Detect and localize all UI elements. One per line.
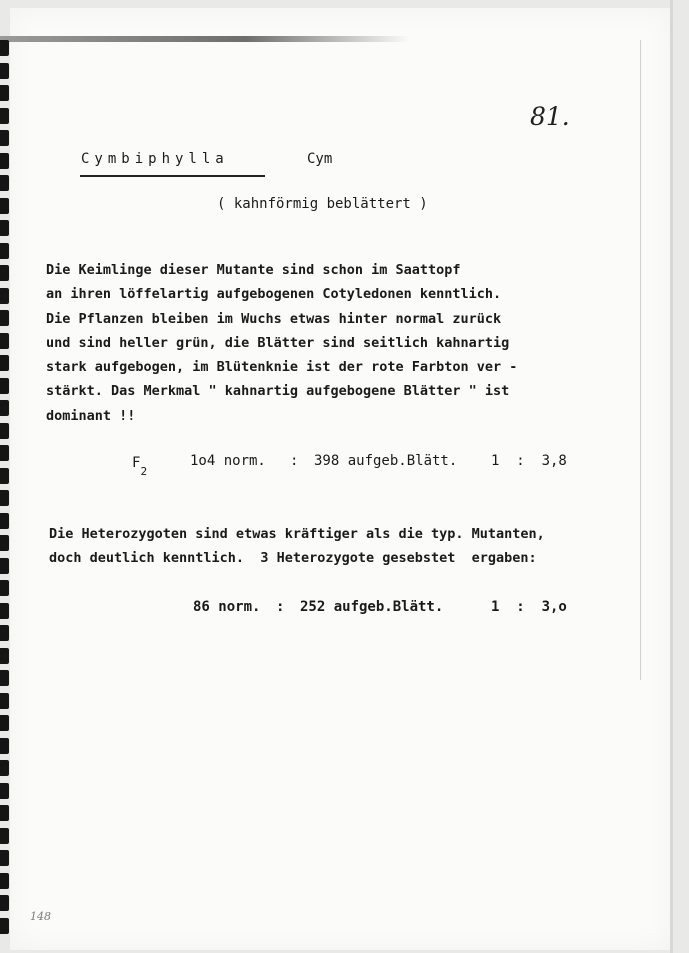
- paragraph-line: Die Keimlinge dieser Mutante sind schon im Saattopf: [46, 262, 461, 278]
- f2-normal-count: 1o4 norm.: [190, 453, 266, 469]
- document-page: [10, 8, 672, 950]
- binder-hole: [0, 895, 9, 911]
- binder-hole: [0, 783, 9, 799]
- heterozygote-paragraph: [49, 522, 629, 570]
- f2-separator: :: [290, 453, 299, 469]
- binder-hole: [0, 513, 9, 529]
- binder-hole: [0, 288, 9, 304]
- subtitle: ( kahnförmig beblättert ): [217, 196, 428, 212]
- title-underline: [80, 175, 265, 177]
- binder-hole: [0, 670, 9, 686]
- paragraph-line: stark aufgebogen, im Blütenknie ist der rote Farbton ver -: [46, 359, 518, 376]
- f2-generation-label: [132, 455, 148, 478]
- binder-hole: [0, 378, 9, 394]
- description-paragraph: [46, 258, 606, 428]
- page-title: Cymbiphylla: [81, 151, 229, 167]
- paragraph-line: stärkt. Das Merkmal " kahnartig aufgebogene Blätter " ist: [46, 383, 510, 400]
- paragraph-line: doch deutlich kenntlich. 3 Heterozygote gesebstet ergaben:: [49, 550, 537, 566]
- page-edge: [670, 0, 673, 953]
- binder-hole: [0, 558, 9, 574]
- binder-hole: [0, 828, 9, 844]
- selfed-separator: :: [276, 599, 285, 615]
- selfed-ratio: 1 : 3,o: [491, 599, 567, 615]
- binder-hole: [0, 468, 9, 484]
- binder-hole: [0, 873, 9, 889]
- binder-hole: [0, 355, 9, 371]
- binder-hole: [0, 490, 9, 506]
- binder-hole: [0, 130, 9, 146]
- binder-hole: [0, 153, 9, 169]
- binder-hole: [0, 535, 9, 551]
- selfed-mutant-count: 252 aufgeb.Blätt.: [300, 599, 444, 615]
- binder-hole: [0, 648, 9, 664]
- page-number: 81.: [530, 102, 570, 131]
- binder-hole: [0, 715, 9, 731]
- paragraph-line: und sind heller grün, die Blätter sind seitlich kahnartig: [46, 334, 510, 351]
- f2-subscript: 2: [140, 464, 148, 478]
- paragraph-line: Die Pflanzen bleiben im Wuchs etwas hinter normal zurück: [46, 310, 502, 327]
- binder-hole: [0, 580, 9, 596]
- binder-hole: [0, 400, 9, 416]
- binder-hole: [0, 625, 9, 641]
- binder-hole: [0, 423, 9, 439]
- binder-hole: [0, 760, 9, 776]
- paragraph-line: an ihren löffelartig aufgebogenen Cotyledonen kenntlich.: [46, 286, 502, 303]
- mutant-abbreviation: Cym: [307, 151, 333, 167]
- binder-hole: [0, 265, 9, 281]
- margin-note: 148: [30, 910, 51, 923]
- binder-hole: [0, 63, 9, 79]
- f2-letter: F: [132, 455, 141, 471]
- paragraph-line: dominant !!: [46, 407, 136, 424]
- binder-hole: [0, 220, 9, 236]
- binder-hole: [0, 198, 9, 214]
- paragraph-line: Die Heterozygoten sind etwas kräftiger als die typ. Mutanten,: [49, 526, 545, 542]
- binder-hole: [0, 85, 9, 101]
- binder-hole: [0, 850, 9, 866]
- binder-hole: [0, 693, 9, 709]
- binder-hole: [0, 243, 9, 259]
- binder-hole: [0, 805, 9, 821]
- selfed-normal-count: 86 norm.: [193, 599, 261, 615]
- scan-shadow-strip: [0, 36, 410, 42]
- binder-hole: [0, 175, 9, 191]
- binder-hole: [0, 603, 9, 619]
- binder-hole: [0, 108, 9, 124]
- binder-holes: [0, 0, 12, 953]
- f2-ratio: 1 : 3,8: [491, 453, 567, 469]
- f2-mutant-count: 398 aufgeb.Blätt.: [314, 453, 458, 469]
- right-margin-rule: [640, 40, 641, 680]
- binder-hole: [0, 918, 9, 934]
- binder-hole: [0, 333, 9, 349]
- binder-hole: [0, 445, 9, 461]
- binder-hole: [0, 738, 9, 754]
- binder-hole: [0, 40, 9, 56]
- binder-hole: [0, 310, 9, 326]
